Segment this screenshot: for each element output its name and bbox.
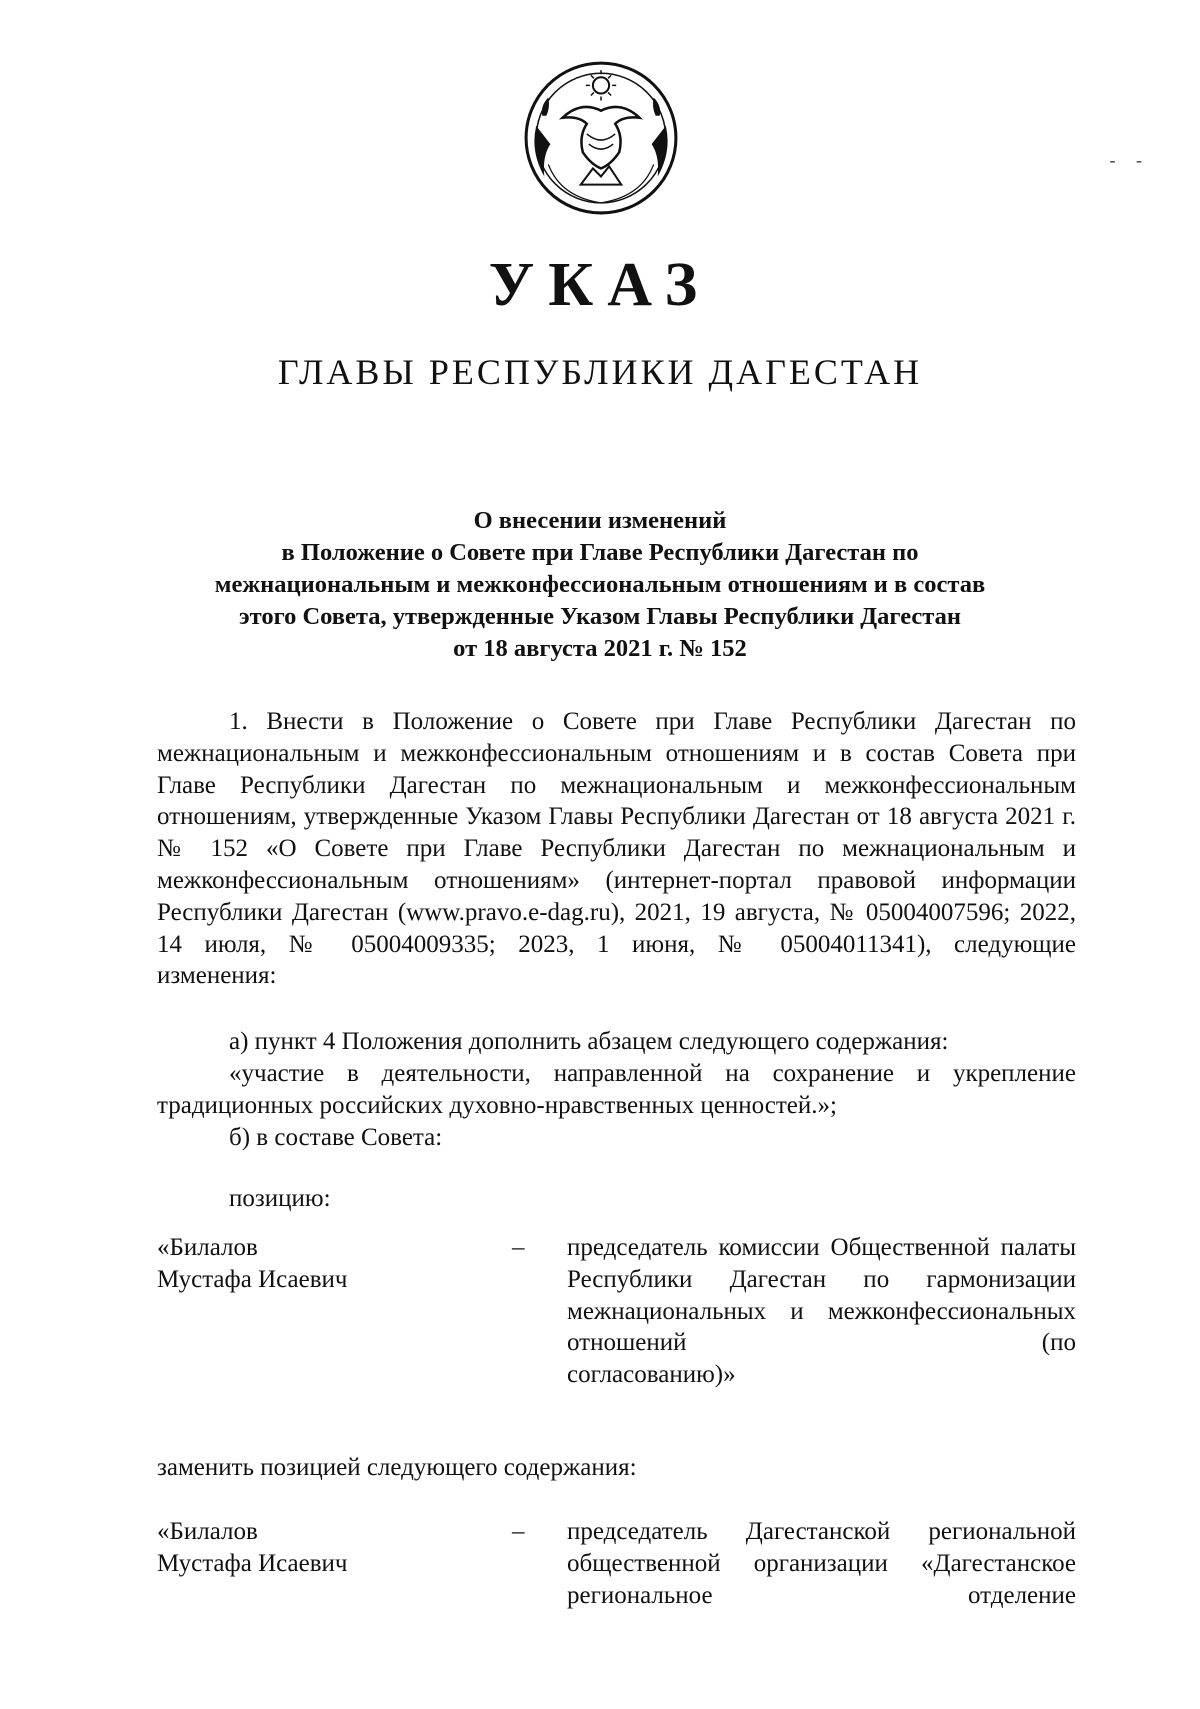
heading-line: от 18 августа 2021 г. № 152 — [453, 635, 747, 662]
description-end: согласованию)» — [567, 1361, 736, 1389]
heading-line: в Положение о Совете при Главе Республики Дагестан по — [281, 539, 919, 566]
decree-heading — [150, 505, 1050, 665]
member-surname: «Билалов — [157, 1234, 258, 1261]
member-name — [157, 1232, 457, 1296]
entry-dash: – — [512, 1234, 525, 1261]
document-title: УКАЗ — [488, 251, 712, 319]
coat-of-arms-emblem — [520, 55, 682, 217]
position-label: позицию: — [229, 1185, 331, 1212]
scan-marks: - - — [1109, 150, 1150, 170]
description-text: председатель комиссии Общественной палаты Республики Дагестан по гармонизации межнациональных и межконфессиональных отношений (по — [567, 1234, 1076, 1357]
paragraph-1-text: 1. Внести в Положение о Совете при Главе Республики Дагестан по межнациональным и межконфессиональным отношениям и в состав Совета при Главе Республики Дагестан по межнациональным и межконфессиональным отношениям, утвержденные Указом Главы Республики Дагестан от 18 августа 2021 г. № 152 «О Совете при Главе Республики Дагестан по межнациональным и межконфессиональным отношениям» (интернет-портал правовой информации Республики Дагестан (www.pravo.e-dag.ru), 2021, 19 августа, № 05004007596; 2022, 14 июля, № 05004009335; 2023, 1 июня, № 05004011341), следующие — [157, 708, 1076, 958]
paragraph-1 — [157, 706, 1076, 992]
member-description — [567, 1232, 1076, 1391]
member-surname: «Билалов — [157, 1518, 258, 1545]
replace-instruction: заменить позицией следующего содержания: — [157, 1454, 637, 1481]
heading-line: межнациональным и межконфессиональным отношениям и в состав — [214, 571, 986, 598]
subparagraph-a: а) пункт 4 Положения дополнить абзацем следующего содержания: — [229, 1028, 949, 1055]
quote-line: традиционных российских духовно-нравственных ценностей.»; — [157, 1091, 837, 1119]
member-description — [567, 1516, 1076, 1611]
document-subtitle: ГЛАВЫ РЕСПУБЛИКИ ДАГЕСТАН — [277, 352, 923, 392]
heading-line: этого Совета, утвержденные Указом Главы Республики Дагестан — [239, 603, 961, 630]
member-name — [157, 1516, 457, 1580]
heading-line: О внесении изменений — [473, 507, 727, 534]
member-given-names: Мустафа Исаевич — [157, 1265, 348, 1293]
subparagraph-b: б) в составе Совета: — [229, 1124, 443, 1151]
description-text: председатель Дагестанской региональной общественной организации «Дагестанское региональное отделение — [567, 1518, 1076, 1609]
paragraph-1-end: изменения: — [157, 962, 277, 990]
entry-dash: – — [512, 1518, 525, 1545]
quoted-addition — [157, 1058, 1076, 1122]
quote-line: «участие в деятельности, направленной на сохранение и укрепление — [229, 1060, 1076, 1087]
member-given-names: Мустафа Исаевич — [157, 1549, 348, 1577]
